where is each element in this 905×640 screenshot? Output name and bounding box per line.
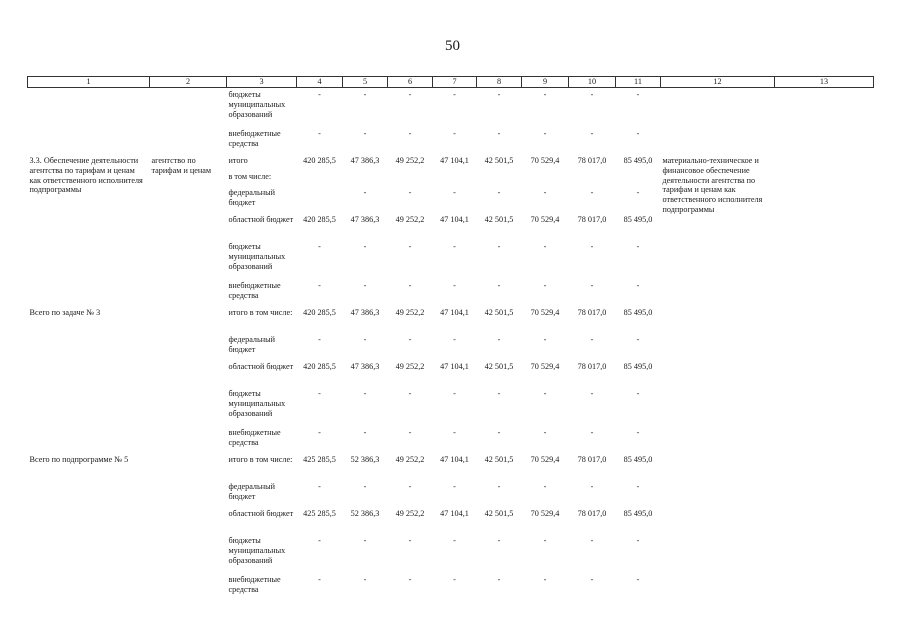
amount-cell: - <box>363 535 367 545</box>
amount-cell: - <box>318 427 321 437</box>
amount-cell: - <box>497 535 501 545</box>
amount-cell: 70 529,4 <box>530 214 560 224</box>
funding-source: внебюджетные средства <box>228 427 281 447</box>
funding-source: федеральный бюджет <box>228 187 276 207</box>
amount-cell: - <box>543 241 547 251</box>
amount-cell: 47 386,3 <box>350 155 380 165</box>
amount-cell <box>522 170 569 186</box>
amount-cell: 49 252,2 <box>395 155 425 165</box>
amount-cell: - <box>497 89 501 99</box>
amount-cell: - <box>543 388 547 398</box>
amount-cell: 42 501,5 <box>484 361 514 371</box>
amount-cell: - <box>590 427 594 437</box>
amount-cell: - <box>590 574 594 584</box>
funding-source: областной бюджет <box>228 508 294 518</box>
amount-cell: - <box>590 187 594 197</box>
col-header-8: 8 <box>477 77 522 88</box>
amount-cell: - <box>363 481 367 491</box>
amount-cell: - <box>408 128 412 138</box>
column-13-cell <box>775 154 874 306</box>
amount-cell: - <box>363 334 367 344</box>
amount-cell: 70 529,4 <box>530 361 560 371</box>
amount-cell: - <box>636 187 640 197</box>
amount-cell: 70 529,4 <box>530 155 560 165</box>
amount-cell: - <box>590 89 594 99</box>
amount-cell: - <box>318 89 321 99</box>
amount-cell: - <box>318 334 321 344</box>
col-header-1: 1 <box>28 77 150 88</box>
amount-cell: 52 386,3 <box>350 454 380 464</box>
amount-cell: - <box>363 427 367 437</box>
measure-name <box>28 87 150 154</box>
measure-name: Всего по задаче № 3 <box>29 307 101 317</box>
amount-cell: - <box>363 241 367 251</box>
amount-cell: - <box>363 574 367 584</box>
col-header-10: 10 <box>569 77 616 88</box>
amount-cell: - <box>636 89 640 99</box>
expected-result <box>661 306 775 453</box>
amount-cell: - <box>590 481 594 491</box>
funding-source: бюджеты муниципальных образований <box>228 241 286 271</box>
amount-cell: 47 104,1 <box>440 155 469 165</box>
funding-source: внебюджетные средства <box>228 280 281 300</box>
amount-cell: - <box>453 334 456 344</box>
funding-source: итого в том числе: <box>228 307 293 317</box>
amount-cell: - <box>318 280 321 290</box>
executor <box>150 453 227 600</box>
table-row <box>28 154 874 170</box>
amount-cell: 78 017,0 <box>577 508 607 518</box>
amount-cell: - <box>318 388 321 398</box>
amount-cell: - <box>453 128 456 138</box>
funding-source: областной бюджет <box>228 361 294 371</box>
amount-cell: - <box>363 128 367 138</box>
amount-cell: 85 495,0 <box>623 361 653 371</box>
amount-cell: - <box>636 241 640 251</box>
amount-cell: - <box>453 481 456 491</box>
amount-cell: 47 104,1 <box>440 214 469 224</box>
measure-name: Всего по подпрограмме № 5 <box>29 454 129 464</box>
amount-cell: 42 501,5 <box>484 508 514 518</box>
col-header-12: 12 <box>661 77 775 88</box>
amount-cell: 70 529,4 <box>530 508 560 518</box>
amount-cell: - <box>318 574 321 584</box>
amount-cell: - <box>497 187 501 197</box>
amount-cell: - <box>363 187 367 197</box>
col-header-2: 2 <box>150 77 227 88</box>
amount-cell: - <box>497 388 501 398</box>
amount-cell: - <box>636 128 640 138</box>
amount-cell: 85 495,0 <box>623 307 653 317</box>
amount-cell: 425 285,5 <box>303 454 336 464</box>
amount-cell <box>388 170 433 186</box>
amount-cell: - <box>497 128 501 138</box>
amount-cell: - <box>408 89 412 99</box>
expected-result: материально-техническое и финансовое обеспечение деятельности агентства по тарифам и ценам как ответственного исполнителя подпрограммы <box>662 155 763 215</box>
funding-source: бюджеты муниципальных образований <box>228 388 286 418</box>
funding-source: внебюджетные средства <box>228 128 281 148</box>
amount-cell: - <box>543 535 547 545</box>
amount-cell: - <box>636 535 640 545</box>
funding-source: федеральный бюджет <box>228 334 276 354</box>
amount-cell: 49 252,2 <box>395 307 425 317</box>
amount-cell: - <box>408 334 412 344</box>
amount-cell: - <box>636 427 640 437</box>
budget-table <box>27 76 874 600</box>
expected-result <box>661 453 775 600</box>
amount-cell: - <box>543 574 547 584</box>
funding-source: в том числе: <box>228 171 272 181</box>
amount-cell: - <box>453 427 456 437</box>
amount-cell: - <box>590 535 594 545</box>
amount-cell: - <box>363 388 367 398</box>
amount-cell: - <box>543 187 547 197</box>
amount-cell: 70 529,4 <box>530 307 560 317</box>
amount-cell: 78 017,0 <box>577 454 607 464</box>
amount-cell: - <box>543 427 547 437</box>
amount-cell: - <box>408 535 412 545</box>
amount-cell: - <box>590 334 594 344</box>
amount-cell: 47 104,1 <box>440 307 469 317</box>
col-header-5: 5 <box>343 77 388 88</box>
col-header-13: 13 <box>775 77 874 88</box>
amount-cell: - <box>453 89 456 99</box>
amount-cell: 42 501,5 <box>484 454 514 464</box>
amount-cell <box>616 170 661 186</box>
funding-source: итого <box>228 155 248 165</box>
expected-result <box>661 87 775 154</box>
funding-source: бюджеты муниципальных образований <box>228 89 286 119</box>
table-body <box>28 87 874 600</box>
amount-cell: - <box>453 388 456 398</box>
amount-cell: - <box>408 574 412 584</box>
amount-cell: 49 252,2 <box>395 361 425 371</box>
col-header-11: 11 <box>616 77 661 88</box>
amount-cell: 420 285,5 <box>303 361 336 371</box>
page-number: 50 <box>445 38 460 54</box>
amount-cell: - <box>318 535 321 545</box>
amount-cell: - <box>453 187 456 197</box>
amount-cell: 78 017,0 <box>577 155 607 165</box>
amount-cell: - <box>636 574 640 584</box>
amount-cell: 47 386,3 <box>350 214 380 224</box>
amount-cell: - <box>497 280 501 290</box>
amount-cell: 85 495,0 <box>623 155 653 165</box>
table-row <box>28 453 874 480</box>
amount-cell: - <box>497 574 501 584</box>
column-13-cell <box>775 453 874 600</box>
amount-cell: - <box>543 334 547 344</box>
amount-cell: - <box>590 280 594 290</box>
amount-cell: 78 017,0 <box>577 361 607 371</box>
amount-cell: - <box>453 280 456 290</box>
amount-cell: 47 104,1 <box>440 508 469 518</box>
amount-cell: 85 495,0 <box>623 214 653 224</box>
amount-cell <box>477 170 522 186</box>
funding-source: внебюджетные средства <box>228 574 281 594</box>
amount-cell <box>343 170 388 186</box>
col-header-6: 6 <box>388 77 433 88</box>
amount-cell: 425 285,5 <box>303 508 336 518</box>
funding-source: бюджеты муниципальных образований <box>228 535 286 565</box>
amount-cell: - <box>590 388 594 398</box>
amount-cell: 78 017,0 <box>577 307 607 317</box>
column-number-row <box>28 77 874 88</box>
amount-cell: - <box>636 334 640 344</box>
table-row <box>28 306 874 333</box>
amount-cell <box>297 170 343 186</box>
amount-cell: - <box>453 241 456 251</box>
amount-cell: 420 285,5 <box>303 155 336 165</box>
amount-cell: 78 017,0 <box>577 214 607 224</box>
amount-cell: - <box>408 241 412 251</box>
amount-cell: 49 252,2 <box>395 454 425 464</box>
executor: агентство по тарифам и ценам <box>151 155 212 175</box>
amount-cell: - <box>543 481 547 491</box>
amount-cell: - <box>543 89 547 99</box>
funding-source: итого в том числе: <box>228 454 293 464</box>
table-row <box>28 87 874 127</box>
amount-cell: 49 252,2 <box>395 508 425 518</box>
amount-cell: - <box>453 574 456 584</box>
amount-cell: 47 104,1 <box>440 454 469 464</box>
col-header-3: 3 <box>227 77 297 88</box>
amount-cell <box>297 186 343 213</box>
amount-cell: - <box>636 388 640 398</box>
amount-cell: 42 501,5 <box>484 214 514 224</box>
amount-cell: - <box>543 280 547 290</box>
amount-cell: 47 386,3 <box>350 361 380 371</box>
amount-cell: - <box>408 427 412 437</box>
amount-cell: 47 104,1 <box>440 361 469 371</box>
amount-cell: - <box>318 241 321 251</box>
amount-cell: 420 285,5 <box>303 307 336 317</box>
amount-cell <box>433 170 477 186</box>
amount-cell: 47 386,3 <box>350 307 380 317</box>
amount-cell: - <box>408 481 412 491</box>
amount-cell: 70 529,4 <box>530 454 560 464</box>
measure-name: 3.3. Обеспечение деятельности агентства по тарифам и ценам как ответственного исполнителя подпрограммы <box>29 155 143 195</box>
amount-cell: 85 495,0 <box>623 508 653 518</box>
amount-cell: - <box>636 280 640 290</box>
amount-cell: 420 285,5 <box>303 214 336 224</box>
executor <box>150 87 227 154</box>
amount-cell: - <box>497 427 501 437</box>
funding-source: областной бюджет <box>228 214 294 224</box>
amount-cell: - <box>590 241 594 251</box>
amount-cell: 42 501,5 <box>484 155 514 165</box>
column-13-cell <box>775 306 874 453</box>
amount-cell: - <box>453 535 456 545</box>
amount-cell: - <box>408 187 412 197</box>
col-header-7: 7 <box>433 77 477 88</box>
amount-cell: - <box>318 128 321 138</box>
amount-cell: 85 495,0 <box>623 454 653 464</box>
amount-cell: - <box>543 128 547 138</box>
amount-cell: - <box>497 334 501 344</box>
amount-cell: - <box>408 388 412 398</box>
amount-cell: - <box>363 89 367 99</box>
executor <box>150 306 227 453</box>
amount-cell: - <box>497 241 501 251</box>
amount-cell: - <box>497 481 501 491</box>
amount-cell: - <box>318 481 321 491</box>
amount-cell: - <box>408 280 412 290</box>
col-header-4: 4 <box>297 77 343 88</box>
funding-source: федеральный бюджет <box>228 481 276 501</box>
col-header-9: 9 <box>522 77 569 88</box>
amount-cell: 42 501,5 <box>484 307 514 317</box>
amount-cell: - <box>590 128 594 138</box>
amount-cell <box>569 170 616 186</box>
amount-cell: - <box>636 481 640 491</box>
amount-cell: - <box>363 280 367 290</box>
column-13-cell <box>775 87 874 154</box>
amount-cell: 52 386,3 <box>350 508 380 518</box>
amount-cell: 49 252,2 <box>395 214 425 224</box>
